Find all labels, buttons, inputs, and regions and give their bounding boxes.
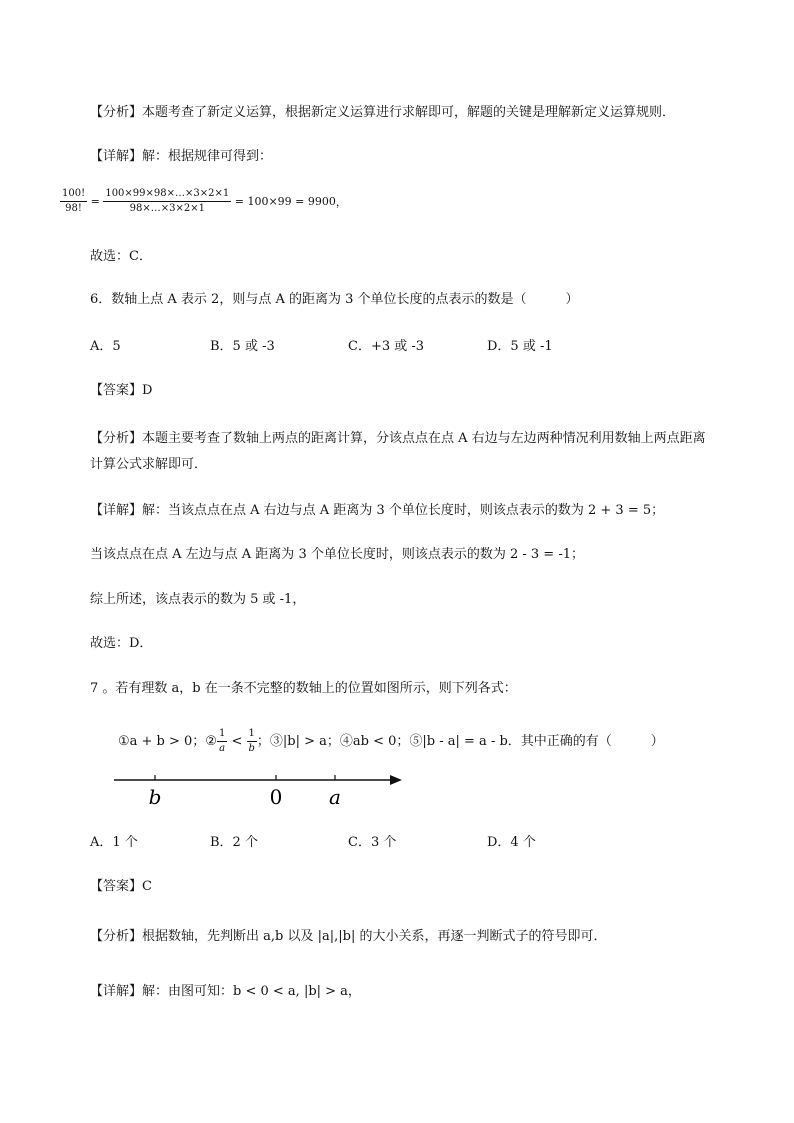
answer-value: C xyxy=(142,879,152,894)
answer-value: D xyxy=(142,383,153,398)
detail-label: 【详解】 xyxy=(90,503,143,518)
q7-option-a: A．1 个 xyxy=(90,835,138,850)
q6-detail-line-2: 当该点点在点 A 左边与点 A 距离为 3 个单位长度时，则该点表示的数为 2 - 3 = -1； xyxy=(90,547,584,562)
q7-option-b: B．2 个 xyxy=(210,835,258,850)
label-a: a xyxy=(329,785,341,809)
fraction-1-over-a: $\frac{1}{a}$ xyxy=(218,728,226,754)
analysis-text: 本题主要考查了数轴上两点的距离计算，分该点点在点 A 右边与左边两种情况利用数轴上两点距离计算公式求解即可． xyxy=(90,431,706,472)
q6-analysis xyxy=(90,426,710,478)
formula-result: = 100×99 = 9900 xyxy=(234,195,336,208)
fraction-1-over-b: $\frac{1}{b}$ xyxy=(248,728,255,754)
label-b: b xyxy=(148,785,162,809)
detail-text: 解：由图可知：b < 0 < a, |b| > a， xyxy=(142,984,361,999)
detail-text: 解：当该点点在点 A 右边与点 A 距离为 3 个单位长度时，则该点表示的数为 2 + 3 = 5； xyxy=(142,503,665,518)
q7-detail xyxy=(90,983,361,1001)
q6-stem: 6．数轴上点 A 表示 2，则与点 A 的距离为 3 个单位长度的点表示的数是（ ） xyxy=(90,292,579,307)
q6-option-c: C．+3 或 -3 xyxy=(348,339,425,354)
fraction-lhs: $\frac{100!}{98!}$ xyxy=(62,188,86,214)
q6-option-d: D．5 或 -1 xyxy=(487,339,553,354)
detail-label: 【详解】 xyxy=(90,984,143,999)
q6-answer xyxy=(90,382,152,400)
answer-label: 【答案】 xyxy=(90,383,143,398)
label-0: 0 xyxy=(269,785,283,809)
q5-analysis xyxy=(90,104,675,122)
condition-1-2: ①a + b > 0；② xyxy=(118,734,217,749)
analysis-label: 【分析】 xyxy=(90,105,143,120)
q6-option-a: A．5 xyxy=(90,339,121,354)
q6-detail-line-4: 故选：D． xyxy=(90,636,153,651)
analysis-label: 【分析】 xyxy=(90,929,143,944)
q7-stem: 7 。若有理数 a，b 在一条不完整的数轴上的位置如图所示，则下列各式： xyxy=(90,681,517,696)
q7-option-c: C．3 个 xyxy=(348,835,397,850)
q5-detail xyxy=(90,148,272,166)
equals-sign: = xyxy=(90,195,100,208)
condition-3-5: ；③|b| > a；④ab < 0；⑤|b - a| = a - b．其中正确的有（ ） xyxy=(256,734,664,749)
number-line-arrow xyxy=(390,775,402,785)
analysis-text: 本题考查了新定义运算，根据新定义运算进行求解即可，解题的关键是理解新定义运算规则． xyxy=(142,105,676,120)
less-than-sign: < xyxy=(227,734,247,749)
q7-option-d: D．4 个 xyxy=(487,835,536,850)
formula-tail: ， xyxy=(335,195,347,209)
detail-label: 【详解】 xyxy=(90,149,143,164)
number-line-figure xyxy=(110,768,410,812)
q5-formula xyxy=(60,188,347,215)
analysis-label: 【分析】 xyxy=(90,431,143,446)
q7-conditions xyxy=(118,728,664,755)
q5-conclusion: 故选：C． xyxy=(90,249,152,264)
q6-detail-line-1 xyxy=(90,502,664,520)
q6-option-b: B．5 或 -3 xyxy=(210,339,275,354)
q7-analysis xyxy=(90,928,606,946)
q7-answer xyxy=(90,878,152,896)
detail-text: 解：根据规律可得到： xyxy=(142,149,273,164)
q6-detail-line-3: 综上所述，该点表示的数为 5 或 -1， xyxy=(90,592,306,607)
answer-label: 【答案】 xyxy=(90,879,143,894)
analysis-text: 根据数轴，先判断出 a,b 以及 |a|,|b| 的大小关系，再逐一判断式子的符号即可． xyxy=(142,929,607,944)
fraction-middle: $\frac{100\times 99\times 98\times\dots\times 3\times 2\times 1}{98\times\dots\times 3\times 2\times 1}$ xyxy=(105,188,230,214)
